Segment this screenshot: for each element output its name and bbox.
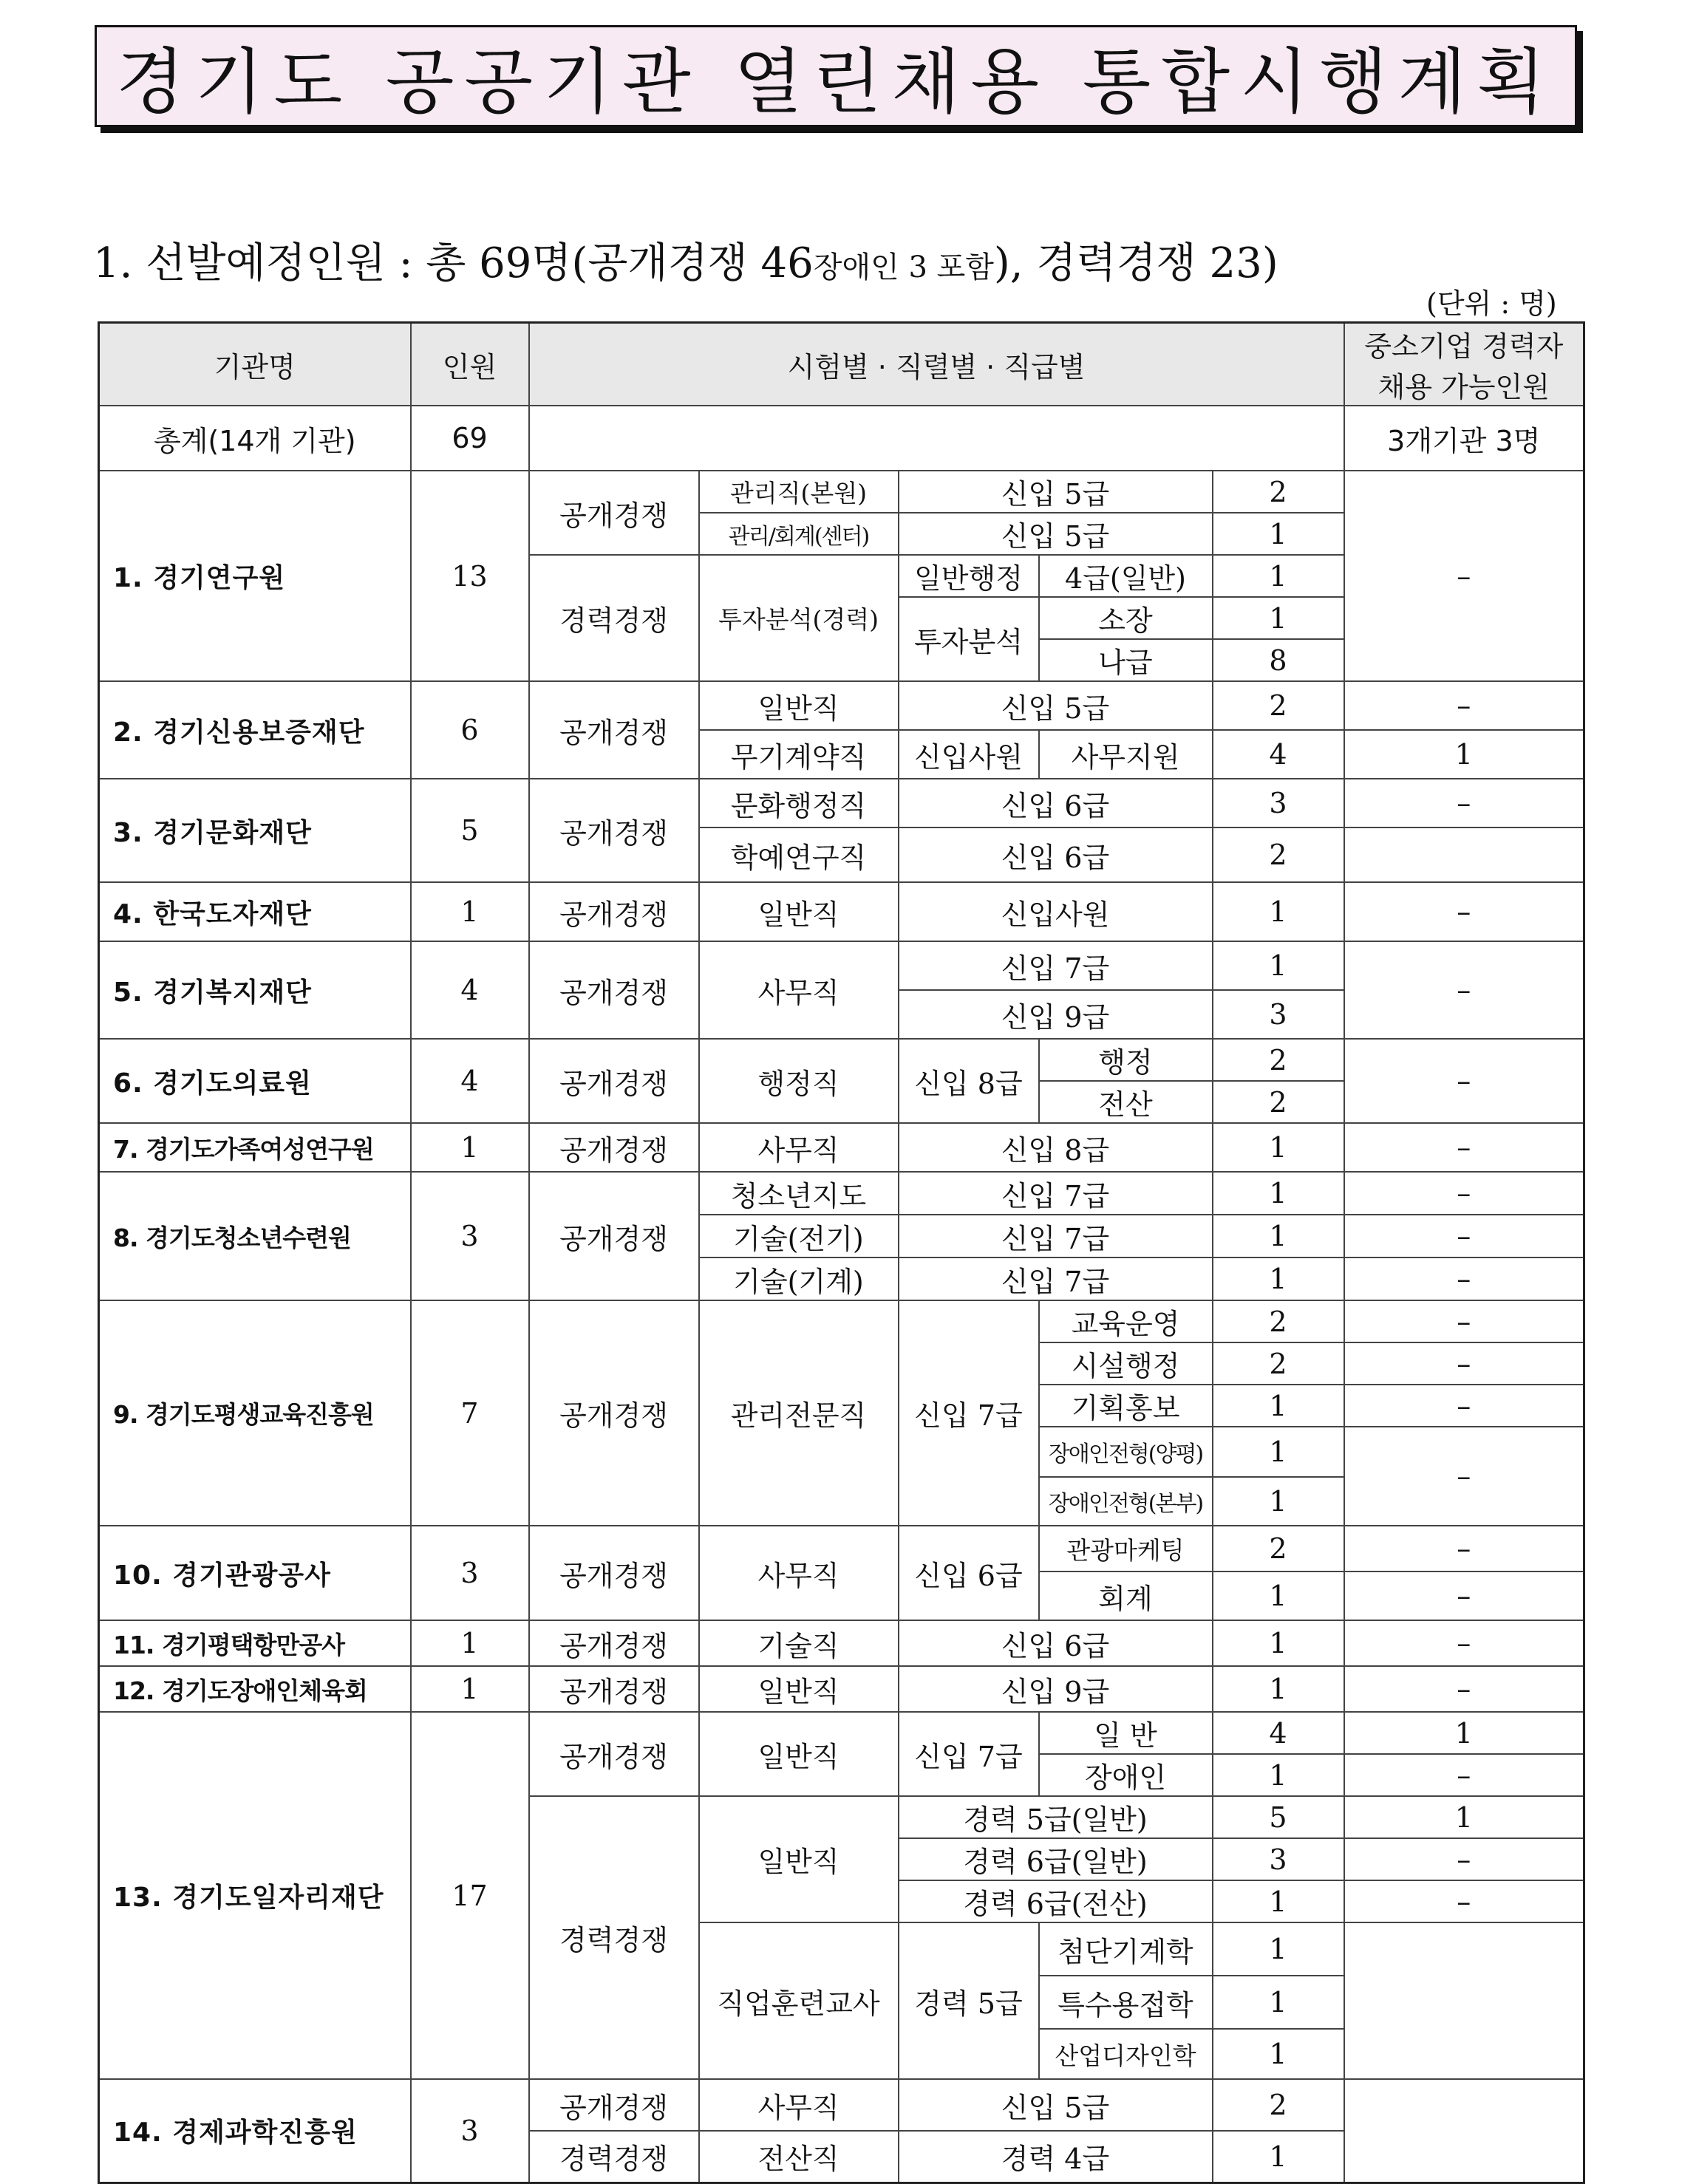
header-detail: 시험별 · 직렬별 · 직급별 bbox=[529, 323, 1344, 406]
org-name: 7. 경기도가족여성연구원 bbox=[99, 1123, 411, 1172]
headcount: 5 bbox=[1213, 1796, 1344, 1838]
exam-type: 경력경쟁 bbox=[529, 2131, 699, 2183]
sme-count: – bbox=[1344, 941, 1584, 1039]
headcount: 1 bbox=[1213, 1123, 1344, 1172]
org-name: 2. 경기신용보증재단 bbox=[99, 681, 411, 779]
grade: 신입 5급 bbox=[899, 2079, 1213, 2131]
total-row bbox=[99, 406, 1584, 471]
org-name: 6. 경기도의료원 bbox=[99, 1039, 411, 1123]
exam-type: 공개경쟁 bbox=[529, 1300, 699, 1526]
grade: 장애인전형(양평) bbox=[1039, 1427, 1213, 1477]
grade: 신입사원 bbox=[899, 882, 1213, 941]
sub-category: 경력 5급 bbox=[899, 1922, 1039, 2079]
exam-type: 공개경쟁 bbox=[529, 1666, 699, 1712]
job-series: 기술직 bbox=[699, 1620, 899, 1666]
exam-type: 공개경쟁 bbox=[529, 882, 699, 941]
table-row bbox=[99, 471, 1584, 513]
job-series: 전산직 bbox=[699, 2131, 899, 2183]
headcount: 1 bbox=[1213, 1427, 1344, 1477]
grade: 신입 7급 bbox=[899, 1215, 1213, 1257]
exam-type: 공개경쟁 bbox=[529, 1172, 699, 1300]
org-name: 3. 경기문화재단 bbox=[99, 779, 411, 882]
sme-count bbox=[1344, 1922, 1584, 2079]
document-title: 경기도 공공기관 열린채용 통합시행계획 bbox=[95, 25, 1577, 127]
job-series: 일반직 bbox=[699, 1666, 899, 1712]
table-row bbox=[99, 1123, 1584, 1172]
header-row bbox=[99, 323, 1584, 406]
job-series: 청소년지도 bbox=[699, 1172, 899, 1215]
grade: 신입 7급 bbox=[899, 941, 1213, 990]
org-name: 10. 경기관광공사 bbox=[99, 1526, 411, 1620]
job-series: 관리직(본원) bbox=[699, 471, 899, 513]
sme-count bbox=[1344, 827, 1584, 882]
org-count: 1 bbox=[411, 1620, 529, 1666]
job-series: 사무직 bbox=[699, 1526, 899, 1620]
org-count: 1 bbox=[411, 882, 529, 941]
total-blank bbox=[529, 406, 1344, 471]
sme-count: – bbox=[1344, 779, 1584, 827]
grade: 신입 7급 bbox=[899, 1257, 1213, 1300]
org-name: 4. 한국도자재단 bbox=[99, 882, 411, 941]
grade: 신입 9급 bbox=[899, 1666, 1213, 1712]
table-row bbox=[99, 1666, 1584, 1712]
headcount: 1 bbox=[1213, 2029, 1344, 2079]
headcount: 2 bbox=[1213, 1081, 1344, 1123]
sub-category: 신입 7급 bbox=[899, 1712, 1039, 1796]
sub-category: 일반행정 bbox=[899, 555, 1039, 597]
org-name: 13. 경기도일자리재단 bbox=[99, 1712, 411, 2079]
grade: 일 반 bbox=[1039, 1712, 1213, 1754]
job-series: 관리전문직 bbox=[699, 1300, 899, 1526]
grade: 전산 bbox=[1039, 1081, 1213, 1123]
headcount: 1 bbox=[1213, 1620, 1344, 1666]
headcount: 8 bbox=[1213, 639, 1344, 681]
job-series: 관리/회계(센터) bbox=[699, 513, 899, 555]
job-series: 문화행정직 bbox=[699, 779, 899, 827]
sub-category: 신입 7급 bbox=[899, 1300, 1039, 1526]
sub-category: 신입 6급 bbox=[899, 1526, 1039, 1620]
job-series: 일반직 bbox=[699, 1796, 899, 1922]
table-row bbox=[99, 1620, 1584, 1666]
sme-count: – bbox=[1344, 471, 1584, 681]
grade: 첨단기계학 bbox=[1039, 1922, 1213, 1976]
org-count: 7 bbox=[411, 1300, 529, 1526]
sme-count: 1 bbox=[1344, 1796, 1584, 1838]
sme-count: – bbox=[1344, 1572, 1584, 1620]
org-name: 12. 경기도장애인체육회 bbox=[99, 1666, 411, 1712]
grade: 신입 6급 bbox=[899, 827, 1213, 882]
exam-type: 공개경쟁 bbox=[529, 779, 699, 882]
header-org: 기관명 bbox=[99, 323, 411, 406]
sme-count: – bbox=[1344, 1526, 1584, 1572]
total-label: 총계(14개 기관) bbox=[99, 406, 411, 471]
job-series: 기술(전기) bbox=[699, 1215, 899, 1257]
org-count: 17 bbox=[411, 1712, 529, 2079]
org-count: 1 bbox=[411, 1123, 529, 1172]
grade: 관광마케팅 bbox=[1039, 1526, 1213, 1572]
headcount: 4 bbox=[1213, 1712, 1344, 1754]
org-count: 13 bbox=[411, 471, 529, 681]
sme-count bbox=[1344, 2079, 1584, 2183]
org-count: 1 bbox=[411, 1666, 529, 1712]
job-series: 사무직 bbox=[699, 941, 899, 1039]
grade: 장애인전형(본부) bbox=[1039, 1477, 1213, 1526]
grade: 특수용접학 bbox=[1039, 1976, 1213, 2029]
job-series: 기술(기계) bbox=[699, 1257, 899, 1300]
org-name: 8. 경기도청소년수련원 bbox=[99, 1172, 411, 1300]
job-series: 사무직 bbox=[699, 1123, 899, 1172]
heading-part1: 1. 선발예정인원 : 총 69명(공개경쟁 46 bbox=[93, 239, 814, 287]
grade: 신입 6급 bbox=[899, 1620, 1213, 1666]
heading-part3: ), 경력경쟁 23) bbox=[993, 239, 1278, 287]
sme-count: – bbox=[1344, 1039, 1584, 1123]
job-series: 투자분석(경력) bbox=[699, 555, 899, 681]
job-series: 무기계약직 bbox=[699, 730, 899, 779]
headcount: 1 bbox=[1213, 1477, 1344, 1526]
grade: 시설행정 bbox=[1039, 1342, 1213, 1385]
exam-type: 공개경쟁 bbox=[529, 941, 699, 1039]
headcount: 2 bbox=[1213, 1342, 1344, 1385]
exam-type: 공개경쟁 bbox=[529, 1712, 699, 1796]
sme-count: 1 bbox=[1344, 730, 1584, 779]
headcount: 2 bbox=[1213, 1039, 1344, 1081]
sme-count: – bbox=[1344, 1123, 1584, 1172]
sme-count: – bbox=[1344, 1880, 1584, 1922]
headcount: 1 bbox=[1213, 1572, 1344, 1620]
headcount: 1 bbox=[1213, 1257, 1344, 1300]
headcount: 1 bbox=[1213, 1666, 1344, 1712]
headcount: 1 bbox=[1213, 1215, 1344, 1257]
headcount: 1 bbox=[1213, 1172, 1344, 1215]
table-row bbox=[99, 1712, 1584, 1754]
job-series: 일반직 bbox=[699, 681, 899, 730]
org-name: 14. 경제과학진흥원 bbox=[99, 2079, 411, 2183]
grade: 경력 6급(일반) bbox=[899, 1838, 1213, 1880]
table-row bbox=[99, 882, 1584, 941]
sme-count: – bbox=[1344, 1620, 1584, 1666]
table-row bbox=[99, 1300, 1584, 1342]
grade: 신입 8급 bbox=[899, 1123, 1213, 1172]
job-series: 일반직 bbox=[699, 1712, 899, 1796]
headcount: 2 bbox=[1213, 681, 1344, 730]
grade: 신입 5급 bbox=[899, 471, 1213, 513]
org-count: 3 bbox=[411, 1172, 529, 1300]
headcount: 1 bbox=[1213, 513, 1344, 555]
exam-type: 경력경쟁 bbox=[529, 555, 699, 681]
exam-type: 경력경쟁 bbox=[529, 1796, 699, 2079]
grade: 사무지원 bbox=[1039, 730, 1213, 779]
headcount: 4 bbox=[1213, 730, 1344, 779]
exam-type: 공개경쟁 bbox=[529, 1039, 699, 1123]
headcount: 1 bbox=[1213, 555, 1344, 597]
headcount: 2 bbox=[1213, 1526, 1344, 1572]
org-count: 5 bbox=[411, 779, 529, 882]
sme-count: – bbox=[1344, 1172, 1584, 1215]
table-row bbox=[99, 1526, 1584, 1572]
org-name: 11. 경기평택항만공사 bbox=[99, 1620, 411, 1666]
headcount: 1 bbox=[1213, 882, 1344, 941]
grade: 나급 bbox=[1039, 639, 1213, 681]
sme-count: – bbox=[1344, 882, 1584, 941]
grade: 산업디자인학 bbox=[1039, 2029, 1213, 2079]
sub-category: 투자분석 bbox=[899, 597, 1039, 681]
grade: 기획홍보 bbox=[1039, 1385, 1213, 1427]
grade: 장애인 bbox=[1039, 1754, 1213, 1796]
grade: 4급(일반) bbox=[1039, 555, 1213, 597]
table-row bbox=[99, 941, 1584, 990]
sme-count: – bbox=[1344, 1666, 1584, 1712]
headcount: 1 bbox=[1213, 1385, 1344, 1427]
org-count: 3 bbox=[411, 2079, 529, 2183]
sme-count: – bbox=[1344, 1838, 1584, 1880]
sub-category: 신입사원 bbox=[899, 730, 1039, 779]
sme-count: – bbox=[1344, 1342, 1584, 1385]
recruitment-table bbox=[98, 321, 1585, 2184]
headcount: 1 bbox=[1213, 1754, 1344, 1796]
grade: 회계 bbox=[1039, 1572, 1213, 1620]
unit-label: (단위 : 명) bbox=[1426, 287, 1557, 320]
table-row bbox=[99, 681, 1584, 730]
sme-count: – bbox=[1344, 1300, 1584, 1342]
grade: 소장 bbox=[1039, 597, 1213, 639]
headcount: 2 bbox=[1213, 471, 1344, 513]
sme-count: 1 bbox=[1344, 1712, 1584, 1754]
sme-count: – bbox=[1344, 1215, 1584, 1257]
sub-category: 신입 8급 bbox=[899, 1039, 1039, 1123]
grade: 신입 5급 bbox=[899, 513, 1213, 555]
headcount: 2 bbox=[1213, 2079, 1344, 2131]
org-name: 9. 경기도평생교육진흥원 bbox=[99, 1300, 411, 1526]
headcount: 1 bbox=[1213, 2131, 1344, 2183]
headcount: 2 bbox=[1213, 827, 1344, 882]
exam-type: 공개경쟁 bbox=[529, 681, 699, 779]
sme-count: – bbox=[1344, 1257, 1584, 1300]
grade: 경력 5급(일반) bbox=[899, 1796, 1213, 1838]
headcount: 1 bbox=[1213, 941, 1344, 990]
headcount: 3 bbox=[1213, 779, 1344, 827]
table-row bbox=[99, 1039, 1584, 1081]
heading-part2: 장애인 3 포함 bbox=[813, 250, 994, 284]
exam-type: 공개경쟁 bbox=[529, 471, 699, 555]
grade: 신입 5급 bbox=[899, 681, 1213, 730]
grade: 경력 4급 bbox=[899, 2131, 1213, 2183]
job-series: 일반직 bbox=[699, 882, 899, 941]
job-series: 학예연구직 bbox=[699, 827, 899, 882]
exam-type: 공개경쟁 bbox=[529, 2079, 699, 2131]
total-count: 69 bbox=[411, 406, 529, 471]
org-count: 4 bbox=[411, 1039, 529, 1123]
job-series: 직업훈련교사 bbox=[699, 1922, 899, 2079]
exam-type: 공개경쟁 bbox=[529, 1526, 699, 1620]
headcount: 1 bbox=[1213, 1976, 1344, 2029]
headcount: 1 bbox=[1213, 1922, 1344, 1976]
grade: 경력 6급(전산) bbox=[899, 1880, 1213, 1922]
headcount: 1 bbox=[1213, 1880, 1344, 1922]
sme-count: – bbox=[1344, 681, 1584, 730]
sme-count: – bbox=[1344, 1427, 1584, 1526]
grade: 행정 bbox=[1039, 1039, 1213, 1081]
table-row bbox=[99, 1172, 1584, 1215]
org-name: 5. 경기복지재단 bbox=[99, 941, 411, 1039]
headcount: 1 bbox=[1213, 597, 1344, 639]
section-heading bbox=[93, 231, 1278, 290]
total-sme: 3개기관 3명 bbox=[1344, 406, 1584, 471]
job-series: 사무직 bbox=[699, 2079, 899, 2131]
grade: 신입 7급 bbox=[899, 1172, 1213, 1215]
sme-count: – bbox=[1344, 1754, 1584, 1796]
grade: 신입 6급 bbox=[899, 779, 1213, 827]
table-row bbox=[99, 2079, 1584, 2131]
exam-type: 공개경쟁 bbox=[529, 1620, 699, 1666]
headcount: 2 bbox=[1213, 1300, 1344, 1342]
org-count: 6 bbox=[411, 681, 529, 779]
org-count: 3 bbox=[411, 1526, 529, 1620]
job-series: 행정직 bbox=[699, 1039, 899, 1123]
org-count: 4 bbox=[411, 941, 529, 1039]
header-count: 인원 bbox=[411, 323, 529, 406]
grade: 신입 9급 bbox=[899, 990, 1213, 1039]
table-row bbox=[99, 779, 1584, 827]
headcount: 3 bbox=[1213, 1838, 1344, 1880]
exam-type: 공개경쟁 bbox=[529, 1123, 699, 1172]
sme-count: – bbox=[1344, 1385, 1584, 1427]
header-sme: 중소기업 경력자 채용 가능인원 bbox=[1344, 323, 1584, 406]
headcount: 3 bbox=[1213, 990, 1344, 1039]
grade: 교육운영 bbox=[1039, 1300, 1213, 1342]
org-name: 1. 경기연구원 bbox=[99, 471, 411, 681]
